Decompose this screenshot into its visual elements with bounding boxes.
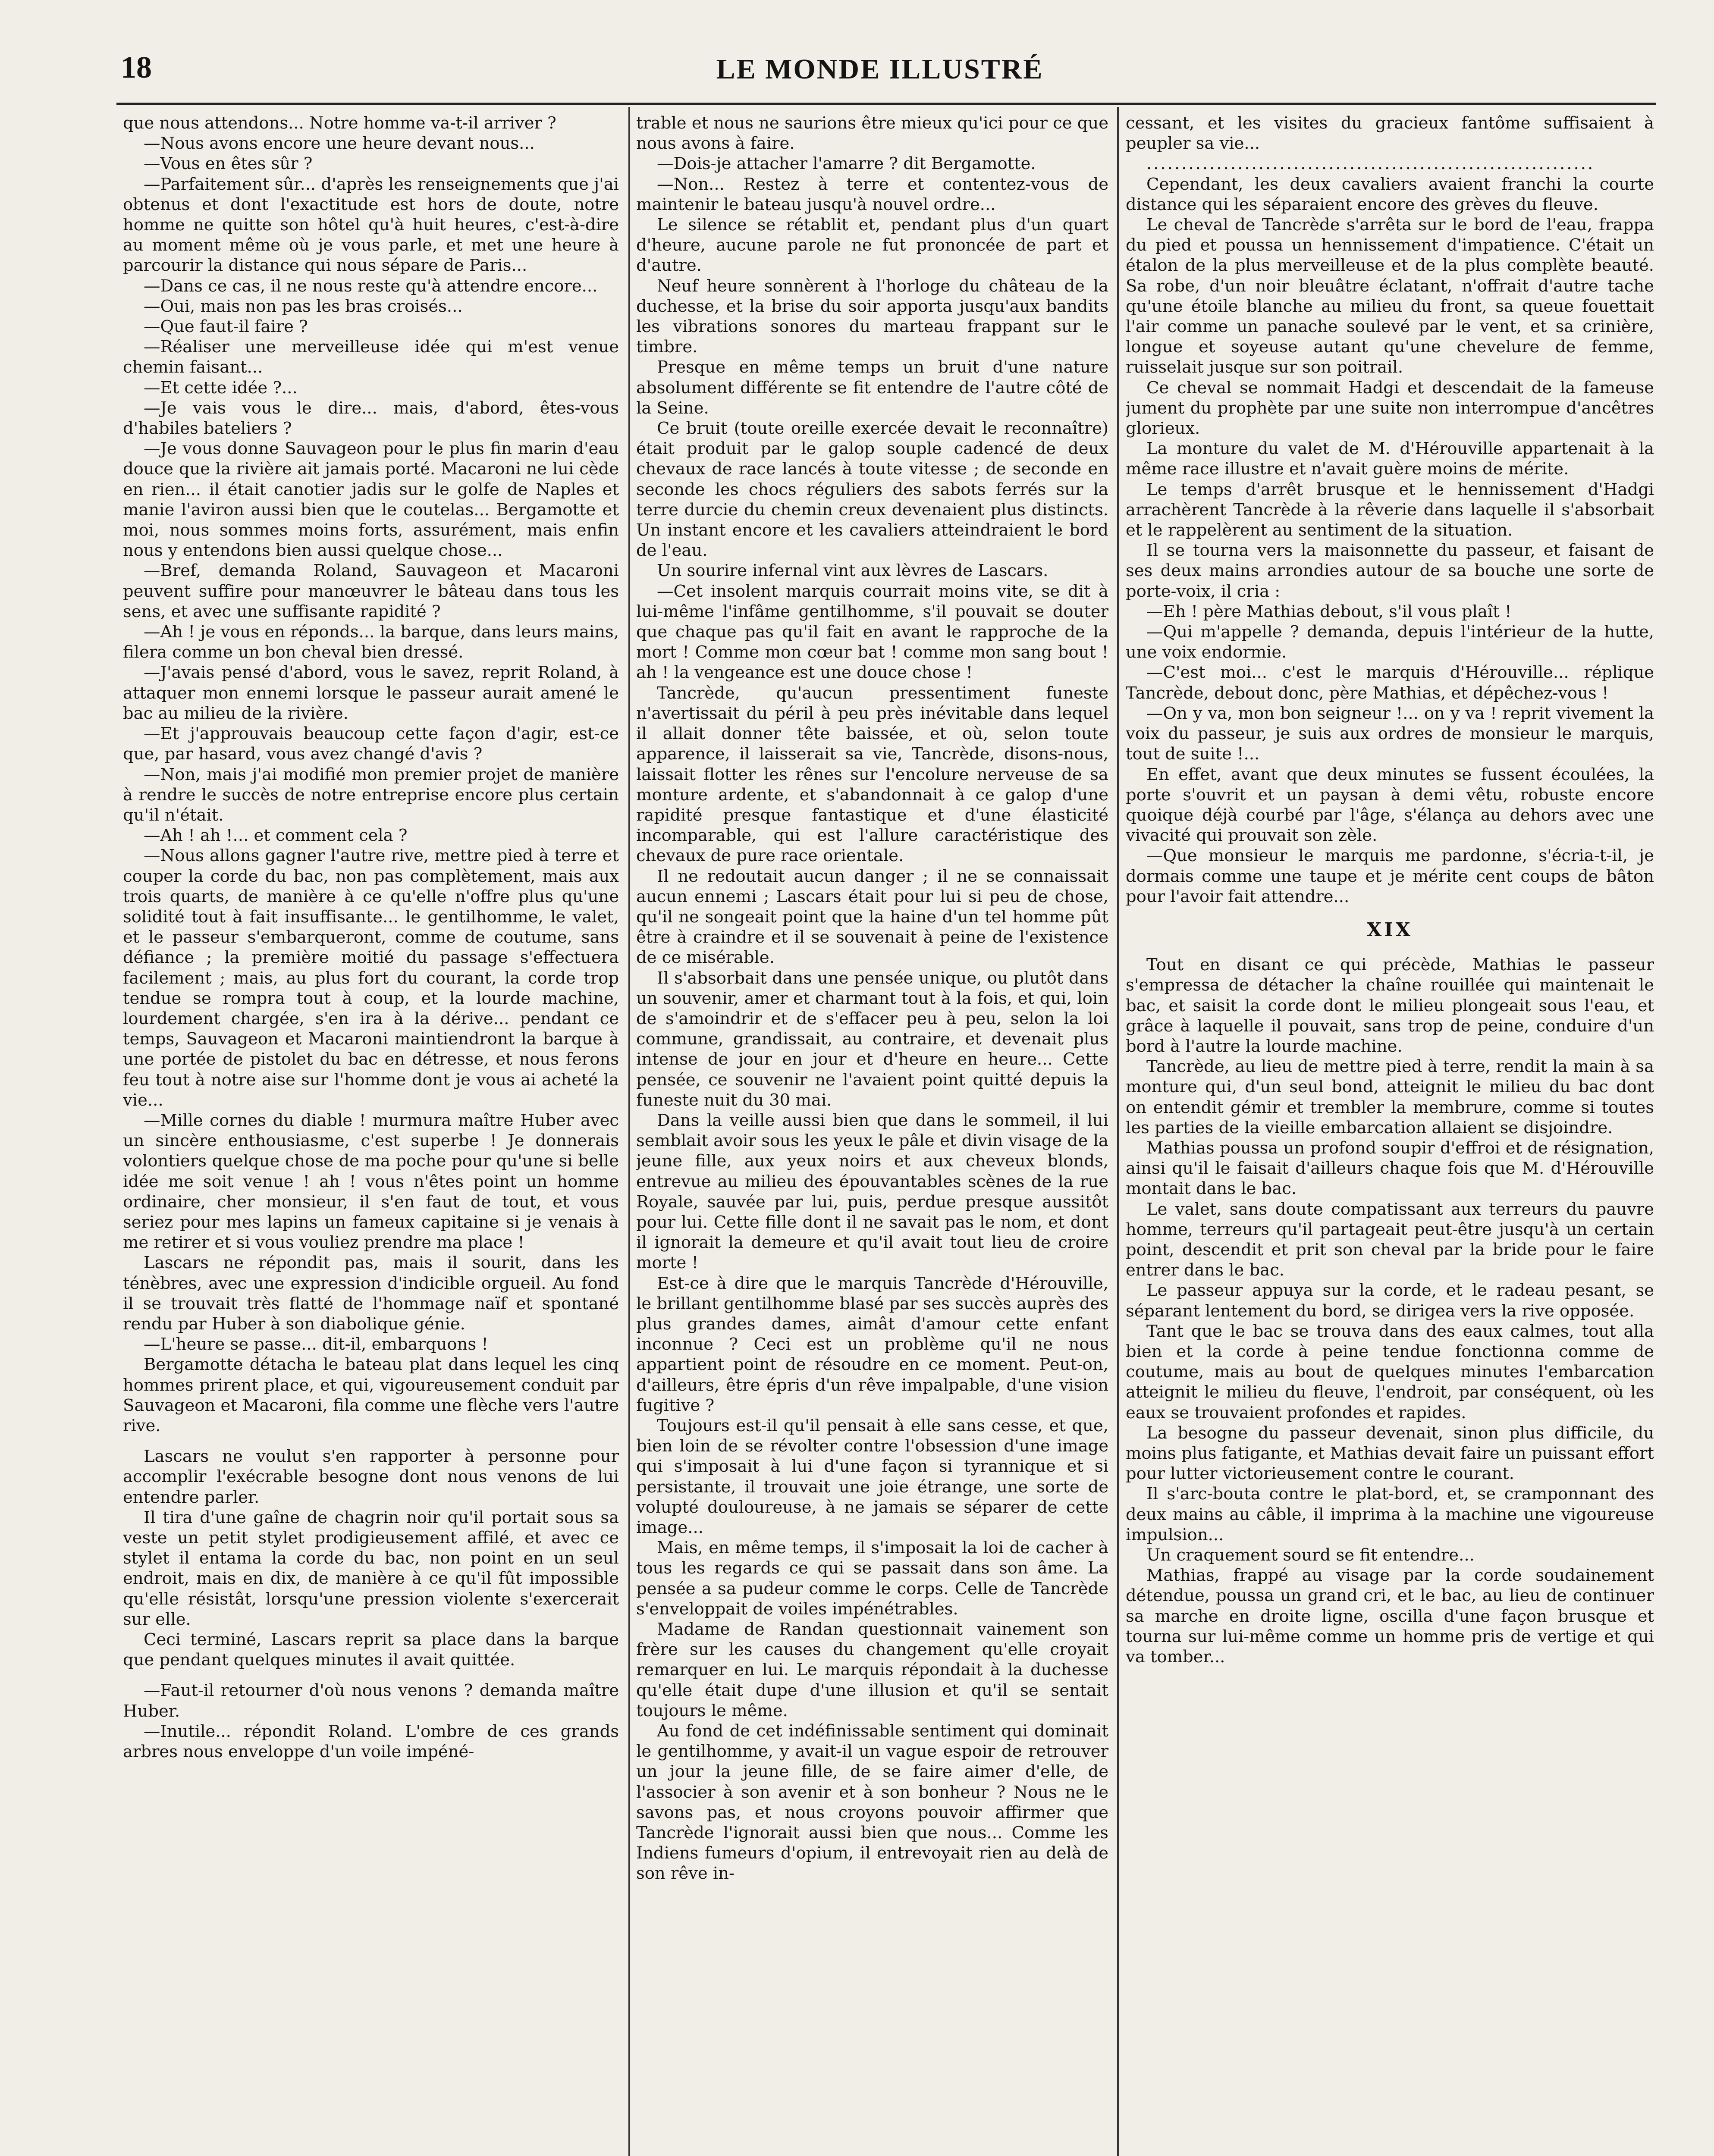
header-rule — [116, 103, 1656, 105]
paragraph: —Nous allons gagner l'autre rive, mettre pied à terre et couper la corde du bac, non pas complètement, mais aux trois quarts, de manière à ce qu'elle n'offre plus qu'une solidité tout à fait insuffisante... le gentilhomme, le valet, et le passeur s'embarqueront, comme de coutume, sans défiance ; la première moitié du passage s'effectuera facilement ; mais, au plus fort du courant, la corde trop tendue se rompra tout à coup, et la lourde machine, lourdement chargée, s'en ira à la dérive... pendant ce temps, Sauvageon et Macaroni maintiendront la barque à une portée de pistolet du bac en détresse, et nous ferons feu tout à notre aise sur l'homme dont je vous ai acheté la vie... — [123, 846, 619, 1110]
paragraph: —Faut-il retourner d'où nous venons ? demanda maître Huber. — [123, 1681, 619, 1721]
paragraph: Ce bruit (toute oreille exercée devait le reconnaître) était produit par le galop souple cadencé de deux chevaux de race lancés à toute vitesse ; de seconde en seconde les chocs réguliers des sabots ferrés sur la terre durcie du chemin creux devenaient plus distincts. Un instant encore et les cavaliers atteindraient le bord de l'eau. — [636, 419, 1108, 561]
paragraph: —J'avais pensé d'abord, vous le savez, reprit Roland, à attaquer mon ennemi lorsque le passeur aurait amené le bac au milieu de la rivière. — [123, 663, 619, 723]
paragraph: Madame de Randan questionnait vainement son frère sur les causes du changement qu'elle croyait remarquer en lui. Le marquis répondait à la duchesse qu'elle était dupe d'une illusion et qu'il se sentait toujours le même. — [636, 1620, 1108, 1720]
paragraph: —Eh ! père Mathias debout, s'il vous plaît ! — [1146, 602, 1512, 621]
paragraph: —Bref, demanda Roland, Sauvageon et Macaroni peuvent suffire pour manœuvrer le bâteau dans tous les sens, et avec une suffisante rapidité ? — [123, 561, 619, 621]
section-break-dots: ................................................................ — [1146, 154, 1595, 174]
paragraph: Dans la veille aussi bien que dans le sommeil, il lui semblait avoir sous les yeux le pâle et divin visage de la jeune fille, aux yeux noirs et aux cheveux blonds, entrevue au milieu des épouvantables scènes de la rue Royale, sauvée par lui, puis, perdue presque aussitôt pour lui. Cette fille dont il ne savait pas le nom, et dont il ignorait la demeure et qu'il avait tout lieu de croire morte ! — [636, 1110, 1108, 1273]
page-header — [108, 41, 1652, 88]
paragraph: Il s'arc-bouta contre le plat-bord, et, se cramponnant des deux mains au câble, il imprima à la machine une vigoureuse impulsion... — [1126, 1484, 1654, 1545]
paragraph: —Réaliser une merveilleuse idée qui m'est venue chemin faisant... — [123, 337, 619, 377]
paragraph: Tout en disant ce qui précède, Mathias le passeur s'empressa de détacher la chaîne rouillée qui maintenait le bac, et saisit la corde dont le milieu plongeait sous l'eau, et grâce à laquelle il pouvait, sans trop de peine, conduire d'un bord à l'autre la lourde machine. — [1126, 955, 1654, 1056]
paragraph: —Ah ! je vous en réponds... la barque, dans leurs mains, filera comme un bon cheval bien dressé. — [123, 622, 619, 662]
paragraph: —Non... Restez à terre et contentez-vous de maintenir le bateau jusqu'à nouvel ordre... — [636, 174, 1108, 214]
paragraph: Mathias poussa un profond soupir d'effroi et de résignation, ainsi qu'il le faisait d'ailleurs chaque fois que M. d'Hérouville montait dans le bac. — [1126, 1138, 1654, 1199]
paragraph: Tant que le bac se trouva dans des eaux calmes, tout alla bien et la corde à peine tendue fonctionna comme de coutume, mais au bout de quelques minutes l'embarcation atteignit le milieu du fleuve, l'endroit, par conséquent, où les eaux se trouvaient profondes et rapides. — [1126, 1321, 1654, 1423]
paragraph: Il se tourna vers la maisonnette du passeur, et faisant de ses deux mains arrondies autour de sa bouche une sorte de porte-voix, il cria : — [1126, 541, 1654, 601]
text-column-3 — [1126, 113, 1654, 2156]
paragraph: —Je vais vous le dire... mais, d'abord, êtes-vous d'habiles bateliers ? — [123, 398, 619, 439]
paragraph: Presque en même temps un bruit d'une nature absolument différente se fit entendre de l'autre côté de la Seine. — [636, 357, 1108, 418]
paragraph: Mathias, frappé au visage par la corde soudainement détendue, poussa un grand cri, et le bac, au lieu de continuer sa marche en droite ligne, oscilla d'une façon brusque et tourna sur lui-même comme un homme pris de vertige et qui va tomber... — [1126, 1566, 1654, 1667]
paragraph: —Dois-je attacher l'amarre ? dit Bergamotte. — [657, 154, 1036, 174]
paragraph: —Mille cornes du diable ! murmura maître Huber avec un sincère enthousiasme, c'est superbe ! Je donnerais volontiers quelque chose de ma poche pour qu'une si belle idée me soit venue ! ah ! vous n'êtes point un homme ordinaire, cher monsieur, il s'en faut de tout, et vous seriez pour mes lapins un fameux capitaine si je venais à me retirer et si vous vouliez prendre ma place ! — [123, 1110, 619, 1253]
paragraph: —Oui, mais non pas les bras croisés... — [144, 296, 463, 316]
paragraph: —Qui m'appelle ? demanda, depuis l'intérieur de la hutte, une voix endormie. — [1126, 622, 1654, 662]
paragraph: Lascars ne répondit pas, mais il sourit, dans les ténèbres, avec une expression d'indicible orgueil. Au fond il se trouvait très flatté de l'hommage naïf et spontané rendu par Huber à son diabolique génie. — [123, 1253, 619, 1334]
paragraph: —Vous en êtes sûr ? — [144, 154, 313, 174]
paragraph: —Je vous donne Sauvageon pour le plus fin marin d'eau douce que la rivière ait jamais porté. Macaroni ne lui cède en rien... il était canotier jadis sur le golfe de Naples et manie l'aviron aussi bien que le coutelas... Bergamotte et moi, nous sommes moins forts, assurément, mais enfin nous y entendons bien aussi quelque chose... — [123, 439, 619, 561]
paragraph: —Parfaitement sûr... d'après les renseignements que j'ai obtenus et dont l'exactitude est hors de doute, notre homme ne quitte son hôtel qu'à huit heures, c'est-à-dire au moment même où je vous parle, et met une heure à parcourir la distance qui nous sépare de Paris... — [123, 174, 619, 276]
paragraph: —Nous avons encore une heure devant nous... — [144, 134, 535, 154]
paragraph: —Non, mais j'ai modifié mon premier projet de manière à rendre le succès de notre entreprise encore plus certain qu'il n'était. — [123, 765, 619, 825]
paragraph: Lascars ne voulut s'en rapporter à personne pour accomplir l'exécrable besogne dont nous venons de lui entendre parler. — [123, 1447, 619, 1507]
paragraph: Le cheval de Tancrède s'arrêta sur le bord de l'eau, frappa du pied et poussa un hennissement d'impatience. C'était un étalon de la plus merveilleuse et de la plus complète beauté. Sa robe, d'un noir bleuâtre éclatant, n'offrait d'autre tache qu'une étoile blanche au milieu du front, sa queue fouettait l'air comme un panache soulevé par le vent, et sa crinière, longue et soyeuse autant qu'une chevelure de femme, ruisselait jusque sur son poitrail. — [1126, 215, 1654, 377]
paragraph: Toujours est-il qu'il pensait à elle sans cesse, et que, bien loin de se révolter contre l'obsession d'une image qui s'imposait à lui d'une façon si tyrannique et si persistante, il trouvait une joie étrange, une sorte de volupté douloureuse, à ne jamais se séparer de cette image... — [636, 1416, 1108, 1538]
paragraph: En effet, avant que deux minutes se fussent écoulées, la porte s'ouvrit et un paysan à demi vêtu, robuste encore quoique déjà courbé par l'âge, s'élança au dehors avec une vivacité qui prouvait son zèle. — [1126, 765, 1654, 846]
paragraph: Ce cheval se nommait Hadgi et descendait de la fameuse jument du prophète par une suite non interrompue d'ancêtres glorieux. — [1126, 378, 1654, 439]
paragraph: Au fond de cet indéfinissable sentiment qui dominait le gentilhomme, y avait-il un vague espoir de retrouver un jour la jeune fille, de se faire aimer d'elle, de l'associer à son avenir et à son bonheur ? Nous ne le savons pas, et nous croyons pouvoir affirmer que Tancrède l'ignorait aussi bien que nous... Comme les Indiens fumeurs d'opium, il entrevoyait rien au delà de son rêve in- — [636, 1721, 1108, 1883]
paragraph: Un sourire infernal vint aux lèvres de Lascars. — [657, 561, 1048, 581]
paragraph: Le silence se rétablit et, pendant plus d'un quart d'heure, aucune parole ne fut prononcée de part et d'autre. — [636, 215, 1108, 276]
paragraph: —C'est moi... c'est le marquis d'Hérouville... réplique Tancrède, debout donc, père Mathias, et dépêchez-vous ! — [1126, 663, 1654, 703]
paragraph: Est-ce à dire que le marquis Tancrède d'Hérouville, le brillant gentilhomme blasé par ses succès auprès des plus grandes dames, aimât d'amour cette enfant inconnue ? Ceci est un problème qu'il ne nous appartient point de résoudre en ce moment. Peut-on, d'ailleurs, être épris d'un rêve impalpable, d'une vision fugitive ? — [636, 1273, 1108, 1415]
paragraph: —Ah ! ah !... et comment cela ? — [144, 826, 408, 846]
text-column-1 — [123, 113, 619, 2156]
paragraph: que nous attendons... Notre homme va-t-il arriver ? — [123, 113, 556, 133]
paragraph: Mais, en même temps, il s'imposait la loi de cacher à tous les regards ce qui se passait dans son âme. La pensée a sa pudeur comme le corps. Celle de Tancrède s'enveloppait de voiles impénétrables. — [636, 1538, 1108, 1619]
paragraph: —Cet insolent marquis courrait moins vite, se dit à lui-même l'infâme gentilhomme, s'il pouvait se douter que chaque pas qu'il fait en avant le rapproche de la mort ! Comme mon cœur bat ! comme mon sang bout ! ah ! la vengeance est une douce chose ! — [636, 581, 1108, 683]
journal-title: LE MONDE ILLUSTRÉ — [716, 53, 1044, 85]
paragraph: trable et nous ne saurions être mieux qu'ici pour ce que nous avons à faire. — [636, 113, 1108, 154]
paragraph: La besogne du passeur devenait, sinon plus difficile, du moins plus fatigante, et Mathias devait faire un puissant effort pour lutter victorieusement contre le courant. — [1126, 1423, 1654, 1484]
paragraph: Il tira d'une gaîne de chagrin noir qu'il portait sous sa veste un petit stylet prodigieusement affilé, et avec ce stylet il entama la corde du bac, non point en un seul endroit, mais en dix, de manière à ce qu'il fût impossible qu'elle résistât, lorsqu'une pression violente s'exercerait sur elle. — [123, 1507, 619, 1629]
paragraph: Tancrède, qu'aucun pressentiment funeste n'avertissait du péril à peu près inévitable dans lequel il allait donner tête baissée, et où, selon toute apparence, il laisserait sa vie, Tancrède, disons-nous, laissait flotter les rênes sur l'encolure nerveuse de sa monture ardente, et s'abandonnait à ce galop d'une rapidité presque fantastique et d'une élasticité incomparable, qui est l'allure caractéristique des chevaux de pure race orientale. — [636, 683, 1108, 866]
paragraph: Tancrède, au lieu de mettre pied à terre, rendit la main à sa monture qui, d'un seul bond, atteignit le milieu du bac dont on entendit gémir et trembler la membrure, comme si toutes les parties de la vieille embarcation allaient se disjoindre. — [1126, 1057, 1654, 1138]
paragraph: Le valet, sans doute compatissant aux terreurs du pauvre homme, terreurs qu'il partageait peut-être jusqu'à un certain point, descendit et prit son cheval par la bride pour le faire entrer dans le bac. — [1126, 1199, 1654, 1280]
paragraph: Neuf heure sonnèrent à l'horloge du château de la duchesse, et la brise du soir apporta jusqu'aux bandits les vibrations sonores du marteau frappant sur le timbre. — [636, 276, 1108, 357]
paragraph: Le passeur appuya sur la corde, et le radeau pesant, se séparant lentement du bord, se dirigea vers la rive opposée. — [1126, 1281, 1654, 1321]
paragraph: —Et j'approuvais beaucoup cette façon d'agir, est-ce que, par hasard, vous avez changé d'avis ? — [123, 724, 619, 764]
paragraph: Il ne redoutait aucun danger ; il ne se connaissait aucun ennemi ; Lascars était pour lui si peu de chose, qu'il ne songeait point que la haine d'un tel homme pût être à craindre et il se souvenait à peine de l'existence de ce misérable. — [636, 866, 1108, 968]
paragraph: Il s'absorbait dans une pensée unique, ou plutôt dans un souvenir, amer et charmant tout à la fois, et qui, loin de s'amoindrir et de s'effacer peu à peu, selon la loi commune, grandissait, au contraire, et devenait plus intense de jour en jour et d'heure en heure... Cette pensée, ce souvenir ne l'avaient point quitté depuis la funeste nuit du 30 mai. — [636, 968, 1108, 1110]
paragraph: —Que monsieur le marquis me pardonne, s'écria-t-il, je dormais comme une taupe et je mérite cent coups de bâton pour l'avoir fait attendre... — [1126, 846, 1654, 906]
paragraph: Cependant, les deux cavaliers avaient franchi la courte distance qui les séparaient encore des grèves du fleuve. — [1126, 174, 1654, 214]
paragraph: Ceci terminé, Lascars reprit sa place dans la barque que pendant quelques minutes il avait quittée. — [123, 1630, 619, 1670]
paragraph: —Que faut-il faire ? — [144, 317, 308, 337]
column-divider — [1117, 107, 1119, 2156]
paragraph: —Inutile... répondit Roland. L'ombre de ces grands arbres nous enveloppe d'un voile impéné- — [123, 1721, 619, 1762]
column-divider — [628, 107, 630, 2156]
paragraph: Le temps d'arrêt brusque et le hennissement d'Hadgi arrachèrent Tancrède à la rêverie dans laquelle il s'absorbait et le rappelèrent au sentiment de la situation. — [1126, 479, 1654, 540]
paragraph: —Et cette idée ?... — [144, 378, 298, 398]
text-column-2 — [636, 113, 1108, 2156]
paragraph: —Dans ce cas, il ne nous reste qu'à attendre encore... — [144, 276, 598, 296]
paragraph: Un craquement sourd se fit entendre... — [1146, 1545, 1475, 1565]
paragraph: Bergamotte détacha le bateau plat dans lequel les cinq hommes prirent place, et qui, vigoureusement conduit par Sauvageon et Macaroni, fila comme une flèche vers l'autre rive. — [123, 1355, 619, 1435]
page-number: 18 — [121, 50, 152, 85]
paragraph: La monture du valet de M. d'Hérouville appartenait à la même race illustre et n'avait guère moins de mérite. — [1126, 439, 1654, 479]
chapter-heading: XIX — [1367, 918, 1413, 941]
paragraph: cessant, et les visites du gracieux fantôme suffisaient à peupler sa vie... — [1126, 113, 1654, 154]
paragraph: —On y va, mon bon seigneur !... on y va ! reprit vivement la voix du passeur, je suis aux ordres de monsieur le marquis, tout de suite !... — [1126, 703, 1654, 764]
paragraph: —L'heure se passe... dit-il, embarquons ! — [144, 1335, 488, 1354]
